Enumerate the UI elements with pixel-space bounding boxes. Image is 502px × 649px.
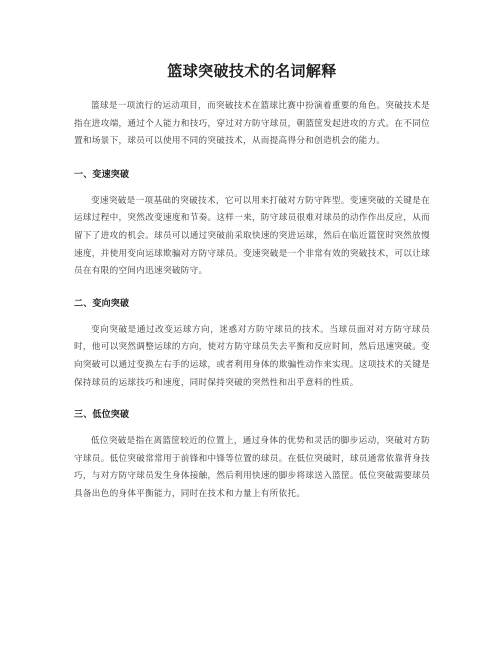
section-body-direction-change: 变向突破是通过改变运球方向，迷惑对方防守球员的技术。当球员面对对方防守球员时，他可以突然调整运球的方向，使对方防守球员失去平衡和反应时间，然后迅速突破。变向突破可以通过变换左右手的运球，或者利用身体的欺骗性动作来实现。这项技术的关键是保持球员的运球技巧和速度，同时保持突破的突然性和出乎意料的性质。 <box>74 324 430 388</box>
document-title: 篮球突破技术的名词解释 <box>167 62 337 80</box>
section-heading-speed-change: 一、变速突破 <box>74 169 130 180</box>
section-heading-low-post: 三、低位突破 <box>74 410 130 421</box>
intro-paragraph: 篮球是一项流行的运动项目，而突破技术在篮球比赛中扮演着重要的角色。突破技术是指在进攻端，通过个人能力和技巧，穿过对方防守球员，朝篮筐发起进攻的方式。在不同位置和场景下，球员可以使用不同的突破技术，从而提高得分和创造机会的能力。 <box>74 101 430 147</box>
section-body-low-post: 低位突破是指在离篮筐较近的位置上，通过身体的优势和灵活的脚步运动，突破对方防守球员。低位突破常常用于前锋和中锋等位置的球员。在低位突破时，球员通常依靠背身技巧，与对方防守球员发生身体接触，然后利用快速的脚步将球送入篮筐。低位突破需要球员具备出色的身体平衡能力，同时在技术和力量上有所依托。 <box>74 436 430 499</box>
section-body-speed-change: 变速突破是一项基础的突破技术，它可以用来打破对方防守阵型。变速突破的关键是在运球过程中，突然改变速度和节奏。这样一来，防守球员很难对球员的动作作出反应，从而留下了进攻的机会。球员可以通过突破前采取快速的突进运球，然后在临近篮筐时突然放慢速度，并使用变向运球欺骗对方防守球员。变速突破是一个非常有效的突破技术，可以让球员在有限的空间内迅速突破防守。 <box>74 195 430 277</box>
document-content <box>74 58 430 504</box>
section-heading-direction-change: 二、变向突破 <box>74 298 130 309</box>
title-block <box>74 58 430 84</box>
